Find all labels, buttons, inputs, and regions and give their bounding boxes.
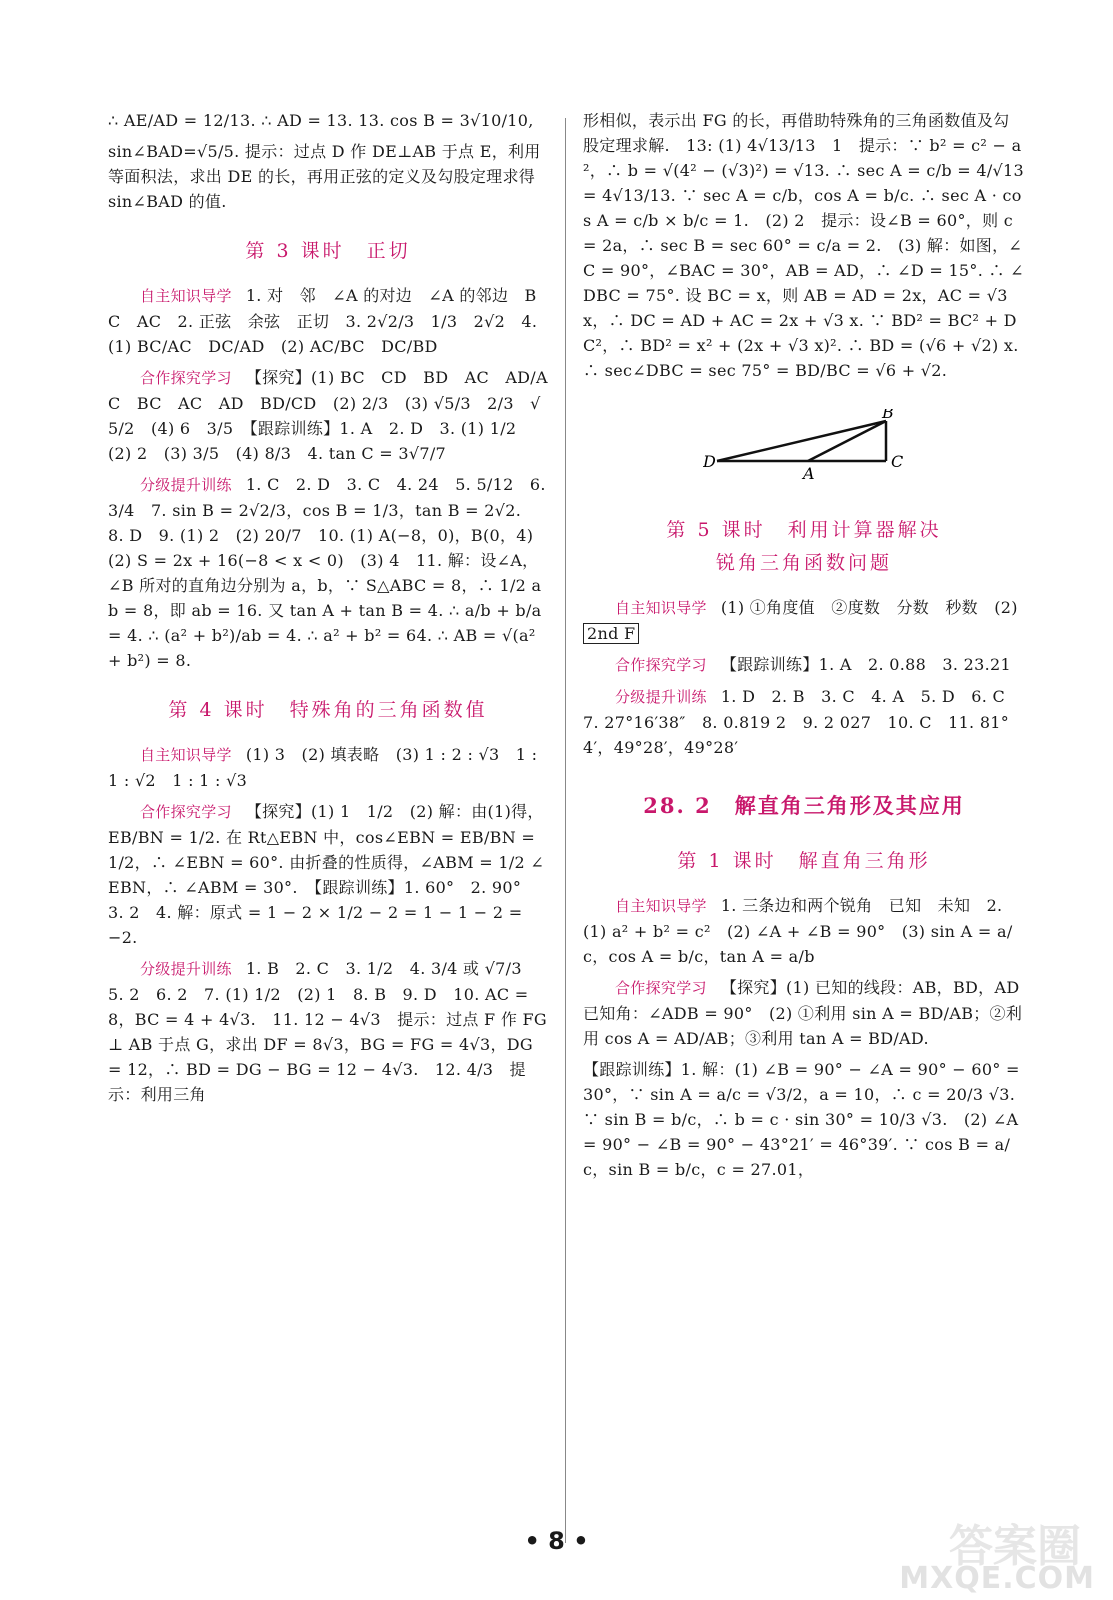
section-body: (1) 3 (2) 填表略 (3) 1 : 2 : √3 1 : 1 : √2 1 : 1 : √3 (108, 745, 538, 790)
section-body: 1. D 2. B 3. C 4. A 5. D 6. C 7. 27°16′38″ 8. 0.819 2 9. 2 027 10. C 11. 81°4′，49°28′，49°28′ (583, 687, 1022, 757)
lesson-heading-282-1: 第 1 课时 解直角三角形 (677, 850, 931, 872)
section-body: 【探究】(1) BC CD BD AC AD/AC BC AC AD BD/CD (2) 2/3 (3) √5/3 2/3 √5/2 (4) 6 3/5 【跟踪训练】1. A 2. D 3. (1) 1/2 (2) 2 (3) 3/5 (4) 8/3 4. tan C = 3√7/7 (108, 368, 548, 463)
lesson-heading-5-line2: 锐角三角函数问题 (715, 552, 892, 574)
section-label: 自主知识导学 (140, 287, 232, 305)
section-body: 1. 三条边和两个锐角 已知 未知 2. (1) a² + b² = c² (2) ∠A + ∠B = 90° (3) sin A = a/c，cos A = b/c，tan A = a/b (583, 896, 1013, 966)
label-c: C (891, 452, 903, 471)
section-zizhu (583, 893, 1025, 969)
section-label: 自主知识导学 (615, 897, 707, 915)
section-fenji (108, 472, 548, 673)
section-fenji (583, 684, 1025, 760)
section-body: 1. C 2. D 3. C 4. 24 5. 5/12 6. 3/4 7. sin B = 2√2/3，cos B = 1/3，tan B = 2√2. 8. D 9. (1) 2 (2) 20/7 10. (1) A(−8，0)，B(0，4) (2) S = 2x + 16(−8 < x < 0) (3) 4 11. 解：设∠A，∠B 所对的直角边分别为 a，b，∵ S△ABC = 8，∴ 1/2 ab = 8，即 ab = 16. 又 tan A + tan B = 4. ∴ a/b + b/a = 4. ∴ (a² + b²)/ab = 4. ∴ a² + b² = 64. ∴ AB = √(a² + b²) = 8. (108, 475, 550, 670)
section-body: 【探究】(1) 已知的线段：AB，BD，AD 已知角：∠ADB = 90° (2) ①利用 sin A = BD/AB；②利用 cos A = AD/AB；③利用 tan A = BD/AD. (583, 978, 1036, 1048)
right-column (583, 108, 1036, 1188)
section-label: 分级提升训练 (140, 960, 232, 978)
lesson-heading-5-line1: 第 5 课时 利用计算器解决 (666, 519, 942, 541)
label-a: A (803, 464, 815, 479)
answer-line: 形相似，表示出 FG 的长，再借助特殊角的三角函数值及勾股定理求解. 13: (1) 4√13/13 1 提示：∵ b² = c² − a²，∴ b = √(4² − (√3)²) = √13. ∴ sec A = c/b = 4/√13 = 4√13/13. ∵ sec A = c/b，cos A = b/c. ∴ sec A · cos A = c/b × b/c = 1. (2) 2 提示：设∠B = 60°，则 c = 2a，∴ sec B = sec 60° = c/a = 2. (3) 解：如图，∠C = 90°，∠BAC = 30°，AB = AD，∴ ∠D = 15°. ∴ ∠DBC = 75°. 设 BC = x，则 AB = AD = 2x，AC = √3 x，∴ DC = AD + AC = 2x + √3 x. ∵ BD² = BC² + DC²，∴ BD² = x² + (2x + √3 x)². ∴ BD = (√6 + √2) x. ∴ sec∠DBC = sec 75° = BD/BC = √6 + √2. (583, 111, 1024, 380)
triangle-figure (703, 409, 903, 479)
section-hezuo (108, 365, 548, 466)
segment-db (717, 421, 886, 461)
watermark-text: MXQE.COM (899, 1561, 1095, 1596)
chapter-heading-28-2: 28. 2 解直角三角形及其应用 (643, 793, 965, 818)
section-fenji (108, 956, 548, 1107)
section-hezuo (108, 799, 548, 950)
section-body: 1. B 2. C 3. 1/2 4. 3/4 或 √7/3 5. 2 6. 2 7. (1) 1/2 (2) 1 8. B 9. D 10. AC = 8，BC = 4 + 4√3. 11. 12 − 4√3 提示：过点 F 作 FG ⊥ AB 于点 G，求出 DF = 8√3，BG = FG = 4√3，DG = 12，∴ BD = DG − BG = 12 − 4√3. 12. 4/3 提示：利用三角 (108, 959, 548, 1104)
section-zizhu (108, 742, 548, 793)
section-zizhu (108, 283, 548, 359)
watermark-logo (899, 1500, 1101, 1600)
section-body: (1) ①角度值 ②度数 分数 秒数 (2) (720, 598, 1018, 617)
section-label: 自主知识导学 (140, 746, 232, 764)
lesson-heading-3: 第 3 课时 正切 (245, 240, 411, 262)
page-number: • 8 • (524, 1527, 589, 1555)
section-label: 合作探究学习 (615, 979, 707, 997)
section-label: 合作探究学习 (140, 369, 232, 387)
section-label: 合作探究学习 (140, 803, 232, 821)
left-column (108, 108, 548, 1113)
section-zizhu (583, 595, 1025, 646)
watermark-top: 答案圈 (949, 1521, 1081, 1572)
answer-line: ∴ AE/AD = 12/13. ∴ AD = 13. 13. cos B = 3√10/10, (108, 111, 534, 130)
answer-line: sin∠BAD=√5/5. 提示：过点 D 作 DE⊥AB 于点 E，利用等面积法，求出 DE 的长，再用正弦的定义及勾股定理求得 sin∠BAD 的值. (108, 142, 541, 211)
segment-ab (808, 421, 886, 461)
section-body: 1. 对 邻 ∠A 的对边 ∠A 的邻边 BC AC 2. 正弦 余弦 正切 3. 2√2/3 1/3 2√2 4. (1) BC/AC DC/AD (2) AC/BC DC/BD (108, 286, 538, 356)
section-label: 合作探究学习 (615, 656, 707, 674)
section-label: 分级提升训练 (140, 476, 232, 494)
calculator-key-box: 2nd F (583, 623, 639, 644)
section-label: 自主知识导学 (615, 599, 707, 617)
section-genzong: 【跟踪训练】1. 解：(1) ∠B = 90° − ∠A = 90° − 60° = 30°，∵ sin A = a/c = √3/2，a = 10，∴ c = 20/3 √3. ∵ sin B = b/c，∴ b = c · sin 30° = 10/3 √3. (2) ∠A = 90° − ∠B = 90° − 43°21′ = 46°39′. ∵ cos B = a/c，sin B = b/c，c = 27.01， (583, 1060, 1020, 1179)
label-d: D (703, 452, 716, 471)
lesson-heading-4: 第 4 课时 特殊角的三角函数值 (168, 699, 488, 721)
section-body: 【探究】(1) 1 1/2 (2) 解：由(1)得，EB/BN = 1/2. 在 Rt△EBN 中，cos∠EBN = EB/BN = 1/2，∴ ∠EBN = 60°. 由折叠的性质得，∠ABM = 1/2 ∠EBN，∴ ∠ABM = 30°. 【跟踪训练】1. 60° 2. 90° 3. 2 4. 解：原式 = 1 − 2 × 1/2 − 2 = 1 − 1 − 2 = −2. (108, 802, 545, 947)
column-divider (565, 118, 566, 1543)
section-body: 【跟踪训练】1. A 2. 0.88 3. 23.21 (720, 655, 1011, 674)
section-hezuo (583, 975, 1036, 1051)
label-b: B (882, 409, 894, 422)
section-label: 分级提升训练 (615, 688, 707, 706)
section-hezuo (583, 652, 1025, 678)
